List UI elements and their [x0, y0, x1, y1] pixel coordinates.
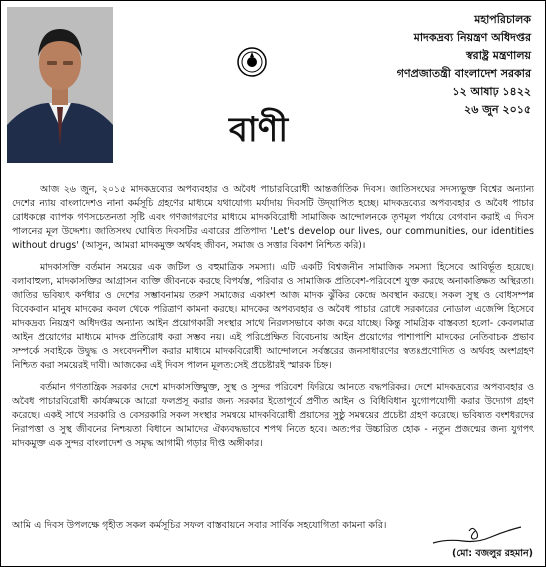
message-body	[12, 183, 534, 459]
office-designation: মহাপরিচালক	[474, 13, 531, 26]
date-bangla: ১২ আষাঢ় ১৪২২	[452, 85, 531, 98]
office-ministry: স্বরাষ্ট্র মন্ত্রণালয়	[465, 49, 531, 62]
closing-line: আমি এ দিবস উপলক্ষে গৃহীত সকল কর্মসূচির সফল বাস্তবায়নে সবার সার্বিক সহযোগিতা কামনা করি।	[12, 520, 387, 531]
paragraph: মাদকাসক্তি বর্তমান সময়ের এক জটিল ও বহুমাত্রিক সমস্যা। এটি একটি বিশ্বজনীন সামাজিক সমস্যা হিসেবে আবির্ভূত হয়েছে। বলাবাহুল্য, মাদকাসক্তির আগ্রাসন ব্যক্তি জীবনকে করছে বিপর্যস্ত, পরিবার ও সামাজিক প্রতিবেশ-পরিবেশে যুক্ত করছে অনাকাঙ্ক্ষিত অস্থিরতা। জাতির ভবিষ্যৎ কর্ণধার ও দেশের সম্ভাবনাময় তরুণ সমাজের একাংশ আজ মাদক ঝুঁকির কেন্দ্রে অবস্থান করছে। সকল সুস্থ ও বোধসম্পন্ন বিবেকবান মানুষ মাদকের কবল থেকে পরিত্রাণ কামনা করছে। মাদকের অপব্যবহার ও অবৈধ পাচার রোধে সরকারের নোডাল এজেন্সি হিসেবে মাদকদ্রব্য নিয়ন্ত্রণ অধিদপ্তর অন্যান্য আইন প্রয়োগকারী সংস্থার সাথে নিরলসভাবে কাজ করে যাচ্ছে। কিন্তু সামগ্রিক বাস্তবতা হলো- কেবলমাত্র আইন প্রয়োগের মাধ্যমে মাদক প্রতিরোধ করা সম্ভব নয়। এই পরিপ্রেক্ষিত বিবেচনায় আইন প্রয়োগের পাশাপাশি মাদকের নেতিবাচক প্রভাব সম্পর্কে সবাইকে উদ্বুদ্ধ ও সংবেদনশীল করার মাধ্যমে মাদকবিরোধী আন্দোলনে সর্বস্তরের জনসাধারণের স্বতঃপ্রণোদিত ও অর্থবহ অংশগ্রহণ নিশ্চিত করা সময়েরই দাবী। আজকের এই দিবস পালন মূলত:সেই প্রচেষ্টারই স্মারক চিহ্ন।	[12, 262, 534, 371]
date-english: ২৬ জুন ২০১৫	[464, 103, 531, 116]
office-government: গণপ্রজাতন্ত্রী বাংলাদেশ সরকার	[396, 67, 531, 80]
office-department: মাদকদ্রব্য নিয়ন্ত্রণ অধিদপ্তর	[413, 31, 531, 44]
signatory-name: (মো: বজলুর রহমান)	[452, 548, 533, 559]
office-header	[397, 11, 531, 119]
portrait-photo	[7, 7, 113, 163]
page-title: বাণী	[229, 110, 289, 150]
department-emblem-icon	[237, 47, 267, 77]
paragraph: আজ ২৬ জুন, ২০১৫ মাদকদ্রব্যের অপব্যবহার ও অবৈধ পাচারবিরোধী আন্তর্জাতিক দিবস। জাতিসংঘের সদস্যভুক্ত বিশ্বের অন্যান্য দেশের ন্যায় বাংলাদেশও নানা কর্মসূচি গ্রহণের মাধ্যমে যথাযোগ্য মর্যাদায় দিবসটি উদ্‌যাপিত হচ্ছে। মাদকদ্রব্যের অপব্যবহার ও অবৈধ পাচার রোধকল্পে ব্যাপক গণসচেতনতা সৃষ্টি এবং গণজাগরণের মাধ্যমে মাদকবিরোধী সামাজিক আন্দোলনকে তৃণমূল পর্যায়ে বেগবান করাই এ দিবস পালনের মূল উদ্দেশ্য। জাতিসংঘ ঘোষিত দিবসটির এবারের প্রতিপাদ্য 'Let's develop our lives, our communities, our identities without drugs' (আসুন, আমরা মাদকমুক্ত অর্থবহ জীবন, সমাজ ও সত্তার বিকাশ নিশ্চিত করি)।	[12, 184, 534, 251]
paragraph: বর্তমান গণতান্ত্রিক সরকার দেশে মাদকাসক্তিমুক্ত, সুস্থ ও সুন্দর পরিবেশ ফিরিয়ে আনতে বদ্ধপরিকর। দেশে মাদকদ্রব্যের অপব্যবহার ও অবৈধ পাচারবিরোধী কার্যক্রমকে আরো ফলপ্রসূ করার জন্য সরকার ইতোপূর্বে প্রণীত আইন ও বিধিবিধান যুগোপযোগী করার উদ্যোগ গ্রহণ করেছে। একই সাথে সরকারি ও বেসরকারি সকল সংস্থার সমন্বয়ে মাদকবিরোধী প্রয়াসের সুষ্ঠু সমন্বয়ের প্রচেষ্টা গ্রহণ করেছে। ভবিষ্যত বংশধরদের নিরাপত্তা ও সুস্থ জীবনের নিশ্চয়তা বিধানে আমাদের ঐক্যবদ্ধভাবে শপথ নিতে হবে। অত:পর উচ্চারিত হোক - নতুন প্রজন্মের জন্য যুগপৎ মাদকমুক্ত এক সুন্দর বাংলাদেশ ও সমৃদ্ধ আগামী গড়ার দীপ্ত অঙ্গীকার।	[12, 382, 534, 449]
